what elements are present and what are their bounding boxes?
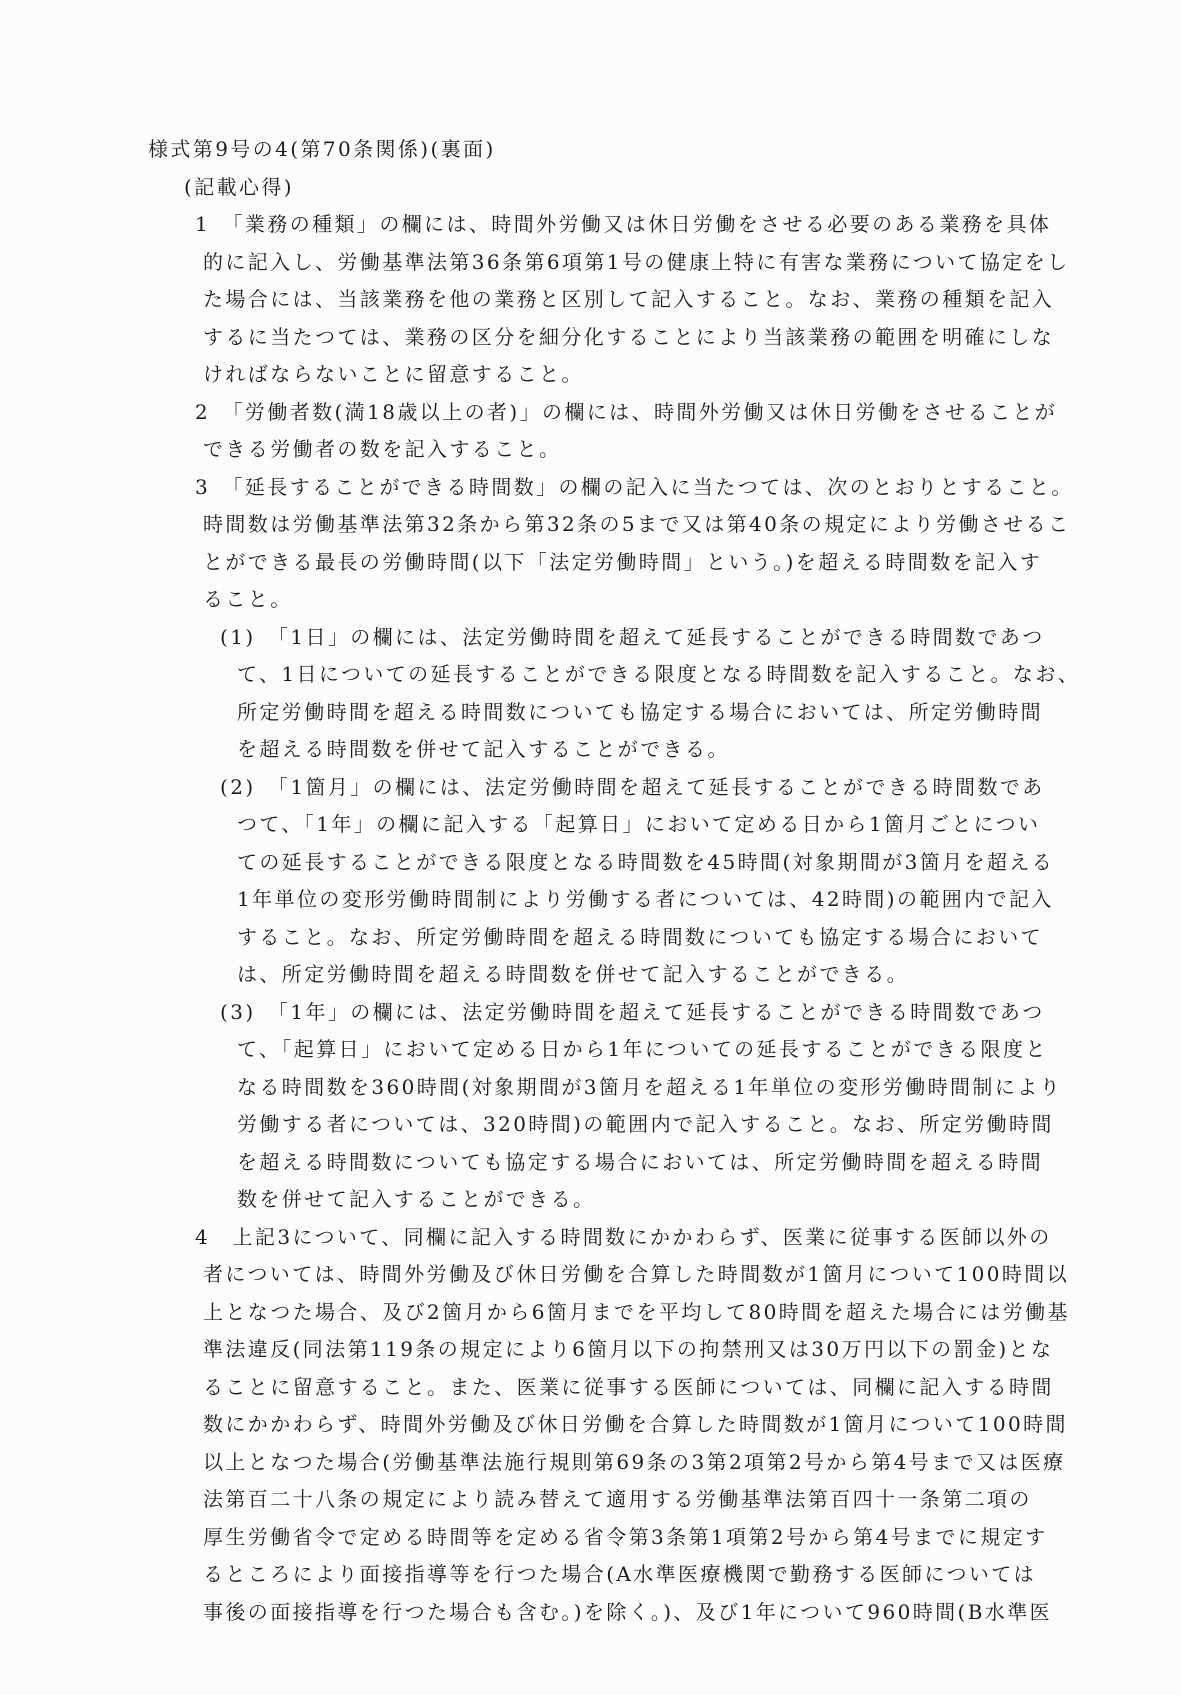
document-line: 1 「業務の種類」の欄には、時間外労働又は休日労働をさせる必要のある業務を具体 <box>195 212 1052 236</box>
document-line: は、所定労働時間を超える時間数を併せて記入することができる。 <box>237 962 909 986</box>
document-line: できる労働者の数を記入すること。 <box>203 437 562 461</box>
document-line: を超える時間数についても協定する場合においては、所定労働時間を超える時間 <box>237 1149 1043 1174</box>
document-line: 労働する者については、320時間)の範囲内で記入すること。なお、所定労働時間 <box>237 1112 1054 1136</box>
document-line: (2) 「1箇月」の欄には、法定労働時間を超えて延長することができる時間数であ <box>220 774 1045 799</box>
document-line: るところにより面接指導等を行つた場合(A水準医療機関で勤務する医師については <box>203 1562 1037 1586</box>
document-line: 3 「延長することができる時間数」の欄の記入に当たつては、次のとおりとすること。 <box>195 474 1074 499</box>
document-line: を超える時間数を併せて記入することができる。 <box>237 737 730 761</box>
document-line: ることに留意すること。また、医業に従事する医師については、同欄に記入する時間 <box>203 1374 1054 1399</box>
document-line: ること。 <box>203 587 293 611</box>
document-line: 準法違反(同法第119条の規定により6箇月以下の拘禁刑又は30万円以下の罰金)とな <box>203 1337 1054 1361</box>
document-line: た場合には、当該業務を他の業務と区別して記入すること。なお、業務の種類を記入 <box>203 287 1055 311</box>
document-line: 者については、時間外労働及び休日労働を合算した時間数が1箇月について100時間以 <box>203 1262 1070 1286</box>
document-line: 法第百二十八条の規定により読み替えて適用する労働基準法第百四十一条第二項の <box>203 1487 1032 1511</box>
document-line: 事後の面接指導を行つた場合も含む。)を除く。)、及び1年について960時間(B水準医 <box>203 1599 1053 1624</box>
document-line: なる時間数を360時間(対象期間が3箇月を超える1年単位の変形労働時間制により <box>237 1074 1063 1099</box>
document-line: 2 「労働者数(満18歳以上の者)」の欄には、時間外労働又は休日労働をさせることが <box>195 399 1058 424</box>
document-line: すること。なお、所定労働時間を超える時間数についても協定する場合において <box>237 924 1043 949</box>
document-line: 的に記入し、労働基準法第36条第6項第1号の健康上特に有害な業務について協定をし <box>203 249 1070 274</box>
document-line: (1) 「1日」の欄には、法定労働時間を超えて延長することができる時間数であつ <box>220 624 1045 649</box>
document-line: 4 上記3について、同欄に記入する時間数にかかわらず、医業に従事する医師以外の <box>195 1224 1052 1249</box>
document-line: (記載心得) <box>184 174 295 199</box>
document-line: 上となつた場合、及び2箇月から6箇月までを平均して80時間を超えた場合には労働基 <box>203 1299 1070 1324</box>
document-line: とができる最長の労働時間(以下「法定労働時間」という。)を超える時間数を記入す <box>203 549 1043 574</box>
document-body <box>0 131 1181 1631</box>
document-line: 所定労働時間を超える時間数についても協定する場合においては、所定労働時間 <box>237 699 1043 724</box>
document-line: (3) 「1年」の欄には、法定労働時間を超えて延長することができる時間数であつ <box>220 999 1045 1024</box>
document-line: 数にかかわらず、時間外労働及び休日労働を合算した時間数が1箇月について100時間 <box>203 1412 1068 1436</box>
document-line: 時間数は労働基準法第32条から第32条の5まで又は第40条の規定により労働させるこ <box>203 512 1071 536</box>
document-line: て、「起算日」において定める日から1年についての延長することができる限度と <box>237 1037 1048 1061</box>
document-line: 数を併せて記入することができる。 <box>237 1187 596 1211</box>
document-line: 以上となつた場合(労働基準法施行規則第69条の3第2項第2号から第4号まで又は医療 <box>203 1449 1066 1474</box>
document-line: つて、「1年」の欄に記入する「起算日」において定める日から1箇月ごとについ <box>237 812 1041 836</box>
document-line: て、1日についての延長することができる限度となる時間数を記入すること。なお、 <box>237 662 1081 686</box>
document-line: 1年単位の変形労働時間制により労働する者については、42時間)の範囲内で記入 <box>237 887 1054 911</box>
document-line: ての延長することができる限度となる時間数を45時間(対象期間が3箇月を超える <box>237 849 1055 874</box>
document-line: するに当たつては、業務の区分を細分化することにより当該業務の範囲を明確にしな <box>203 324 1055 349</box>
document-line: 様式第9号の4(第70条関係)(裏面) <box>148 137 496 161</box>
document-line: ければならないことに留意すること。 <box>203 362 584 386</box>
document-line: 厚生労働省令で定める時間等を定める省令第3条第1項第2号から第4号までに規定す <box>203 1524 1048 1549</box>
